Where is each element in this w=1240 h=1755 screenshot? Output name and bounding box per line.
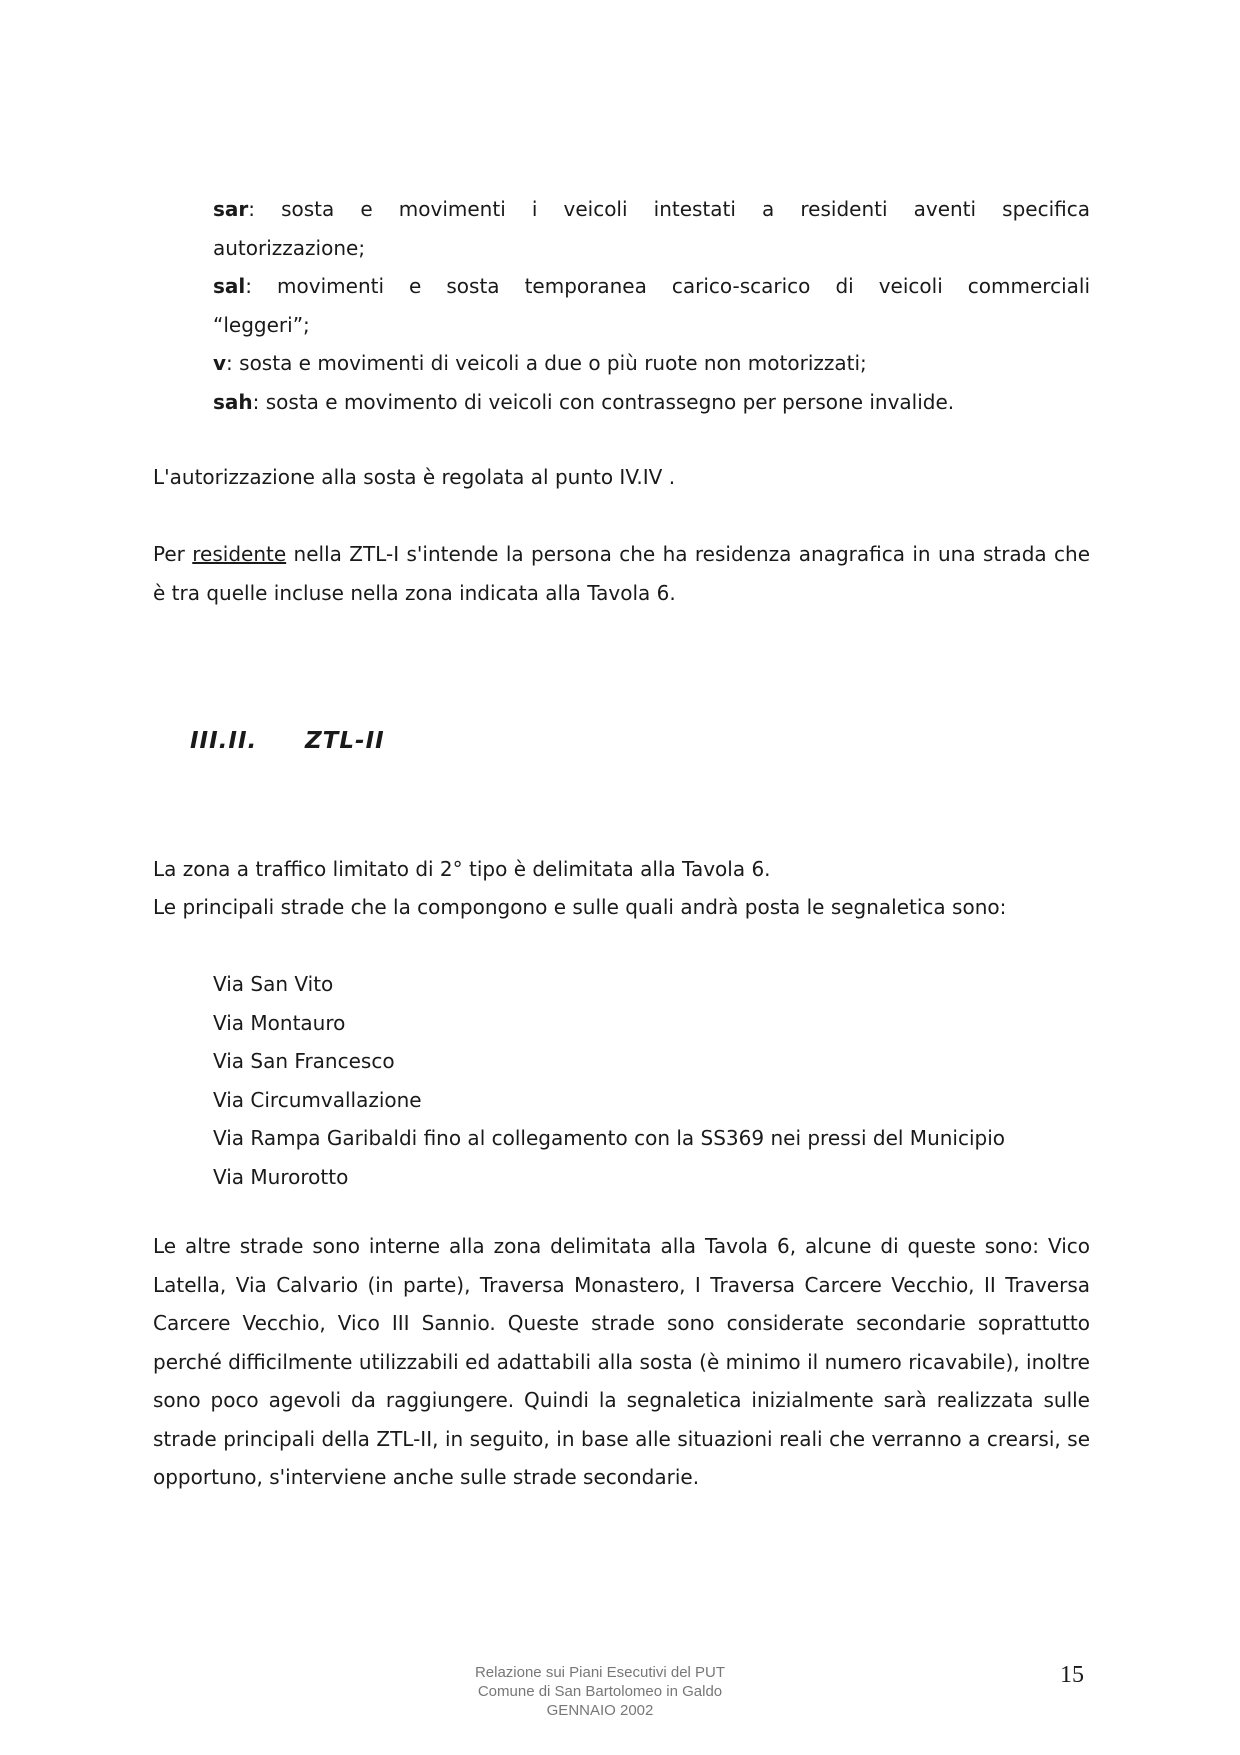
list-item: Via Rampa Garibaldi fino al collegamento con la SS369 nei pressi del Municipio [213, 1126, 1006, 1150]
list-item: Via Circumvallazione [213, 1087, 422, 1112]
definition-text: sosta e movimenti i veicoli intestati a residenti aventi specifica [255, 197, 1090, 221]
definition-list [213, 190, 1090, 421]
paragraph-residente [153, 535, 1090, 612]
list-item: Via San Francesco [213, 1049, 395, 1073]
definition-separator: : [245, 274, 253, 298]
list-item: Via Murorotto [213, 1164, 349, 1189]
footer-title: Relazione sui Piani Esecutivi del PUT [474, 1664, 726, 1681]
footer-municipality: Comune di San Bartolomeo in Galdo [477, 1683, 723, 1700]
definition-sah [213, 383, 1090, 422]
page-footer [400, 1663, 800, 1720]
street-list [213, 965, 1090, 1196]
definition-v [213, 344, 1090, 383]
definition-separator: : [226, 351, 233, 375]
underlined-term: residente [192, 542, 287, 566]
definition-text: sosta e movimenti di veicoli a due o più ruote non motorizzati; [232, 351, 867, 375]
definition-sal [213, 267, 1090, 306]
definition-separator: : [248, 197, 256, 221]
footer-date: GENNAIO 2002 [546, 1702, 654, 1719]
definition-term: sar [213, 197, 249, 221]
text-run: Per [153, 542, 193, 566]
definition-sar [213, 190, 1090, 229]
section-number: III.II. [190, 728, 258, 754]
paragraph-principali: Le principali strade che la compongono e sulle quali andrà posta le segnaletica sono: [153, 895, 1007, 919]
section-title: ZTL-II [305, 728, 385, 754]
definition-term: v [213, 351, 227, 375]
definition-separator: : [252, 389, 260, 414]
paragraph-altre-strade: Le altre strade sono interne alla zona delimitata alla Tavola 6, alcune di queste sono: Vico Latella, Via Calvario (in parte), Traversa Monastero, I Traversa Carcere Vecchio, II Traversa Carcere Vecchio, Vico III Sannio. Queste strade sono considerate secondarie soprattutto perché difficilmente utilizzabili ed adattabili alla sosta (è minimo il numero ricavabile), inoltre sono poco agevoli da raggiungere. Quindi la segnaletica inizialmente sarà realizzata sulle strade principali della ZTL-II, in seguito, in base alle situazioni reali che verranno a crearsi, se opportuno, s'interviene anche sulle strade secondarie. [153, 1234, 1090, 1489]
paragraph-autorizzazione: L'autorizzazione alla sosta è regolata al punto IV.IV . [153, 465, 676, 489]
definition-text: sosta e movimento di veicoli con contrassegno per persone invalide. [259, 389, 955, 414]
definition-sar-cont: autorizzazione; [213, 235, 366, 260]
definition-sal-cont: “leggeri”; [213, 312, 310, 337]
definition-text: movimenti e sosta temporanea carico-scarico di veicoli commerciali [252, 274, 1090, 298]
definition-term: sal [213, 274, 246, 298]
page-number: 15 [1060, 1662, 1084, 1688]
list-item: Via Montauro [213, 1010, 346, 1035]
definition-term: sah [213, 389, 253, 414]
paragraph-zona: La zona a traffico limitato di 2° tipo è delimitata alla Tavola 6. [153, 857, 771, 881]
list-item: Via San Vito [213, 972, 334, 996]
text-run: nella ZTL-I s'intende la persona che ha residenza anagrafica in una strada che è tra quelle incluse nella zona indicata alla Tavola 6. [153, 542, 1090, 605]
